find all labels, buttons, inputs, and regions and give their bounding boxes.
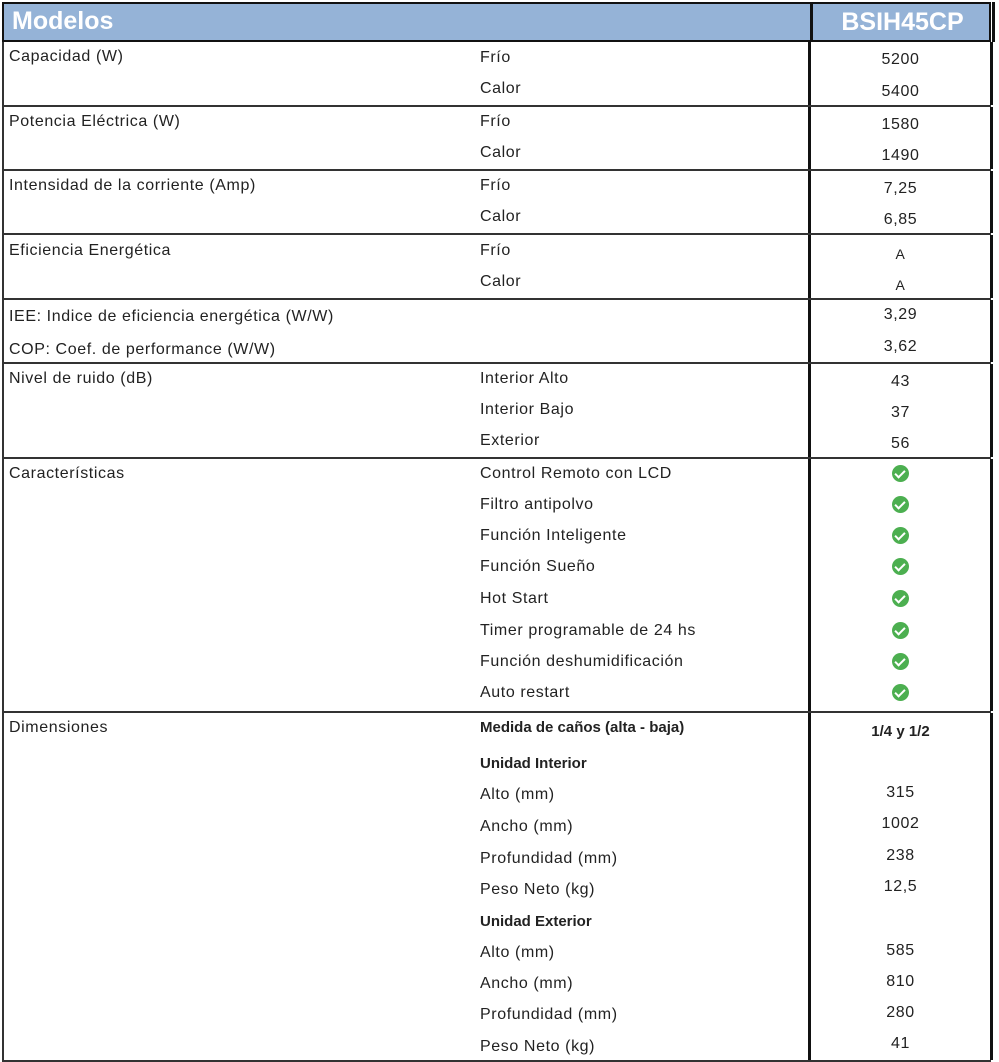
- row-value: 5200: [881, 51, 920, 68]
- feature-label: Función deshumidificación: [480, 653, 684, 670]
- section-label: Capacidad (W): [9, 48, 124, 65]
- check-circle-icon: [892, 465, 909, 482]
- header-models-label: Modelos: [12, 7, 114, 35]
- spec-table: [2, 2, 991, 1062]
- section-capacidad: [2, 42, 991, 107]
- section-eficiencia: [2, 235, 991, 300]
- check-circle-icon: [892, 590, 909, 607]
- row-value: 810: [886, 973, 915, 990]
- row-value: 43: [891, 373, 910, 390]
- check-circle-icon: [892, 558, 909, 575]
- feature-check: [811, 622, 990, 640]
- row-value: 238: [886, 847, 915, 864]
- row-sub: Frío: [480, 113, 511, 130]
- check-circle-icon: [892, 622, 909, 639]
- row-value: 12,5: [883, 878, 918, 895]
- section-dimensiones: [2, 713, 991, 1062]
- row-sub: Alto (mm): [480, 944, 555, 961]
- row-value: 315: [886, 784, 915, 801]
- check-circle-icon: [892, 527, 909, 544]
- row-sub: Peso Neto (kg): [480, 1038, 596, 1055]
- feature-check: [811, 527, 990, 545]
- feature-check: [811, 653, 990, 671]
- section-ruido: [2, 364, 991, 459]
- check-circle-icon: [892, 684, 909, 701]
- row-sub: Exterior: [480, 432, 540, 449]
- row-sub: Frío: [480, 242, 511, 259]
- row-sub: Frío: [480, 49, 511, 66]
- section-intensidad: [2, 171, 991, 235]
- section-label: Potencia Eléctrica (W): [9, 113, 181, 130]
- feature-label: Filtro antipolvo: [480, 496, 594, 513]
- section-label: Nivel de ruido (dB): [9, 370, 153, 387]
- row-sub: Ancho (mm): [480, 818, 574, 835]
- row-value: 41: [891, 1035, 910, 1052]
- row-value: 1580: [881, 116, 920, 133]
- feature-label: Función Sueño: [480, 558, 596, 575]
- header-model-code: BSIH45CP: [810, 2, 995, 42]
- row-sub: Frío: [480, 177, 511, 194]
- feature-label: Control Remoto con LCD: [480, 465, 672, 482]
- feature-label: Función Inteligente: [480, 527, 627, 544]
- row-value: 5400: [881, 83, 920, 100]
- row-value: 1490: [881, 147, 920, 164]
- row-sub: Alto (mm): [480, 786, 555, 803]
- section-label: Eficiencia Energética: [9, 242, 172, 259]
- row-value: A: [895, 277, 906, 293]
- row-value: 56: [891, 435, 910, 452]
- feature-label: Timer programable de 24 hs: [480, 622, 696, 639]
- feature-check: [811, 496, 990, 514]
- section-iee-cop: [2, 300, 991, 364]
- row-sub: Interior Bajo: [480, 401, 575, 418]
- row-sub: Interior Alto: [480, 370, 569, 387]
- row-sub: Profundidad (mm): [480, 850, 618, 867]
- row-sub: Calor: [480, 208, 522, 225]
- row-value: 3,62: [883, 338, 918, 355]
- row-value: 3,29: [883, 306, 918, 323]
- feature-label: Hot Start: [480, 590, 549, 607]
- check-circle-icon: [892, 653, 909, 670]
- table-header: [2, 2, 991, 42]
- section-caracteristicas: [2, 459, 991, 713]
- row-sub: Calor: [480, 273, 522, 290]
- section-potencia: [2, 107, 991, 171]
- feature-label: Auto restart: [480, 684, 570, 701]
- row-value: 280: [886, 1004, 915, 1021]
- feature-check: [811, 684, 990, 702]
- row-sub: Peso Neto (kg): [480, 881, 596, 898]
- feature-check: [811, 558, 990, 576]
- row-value: 6,85: [883, 211, 918, 228]
- row-label: COP: Coef. de performance (W/W): [9, 341, 276, 358]
- section-label: Características: [9, 465, 125, 482]
- row-value: A: [895, 246, 906, 262]
- row-value: 585: [886, 942, 915, 959]
- pipe-size-value: 1/4 y 1/2: [871, 723, 930, 740]
- row-value: 7,25: [883, 180, 918, 197]
- pipe-size-label: Medida de caños (alta - baja): [480, 719, 685, 736]
- section-label: Intensidad de la corriente (Amp): [9, 177, 256, 194]
- row-value: 37: [891, 404, 910, 421]
- row-value: 1002: [881, 815, 920, 832]
- row-sub: Ancho (mm): [480, 975, 574, 992]
- outdoor-unit-heading: Unidad Exterior: [480, 913, 592, 930]
- row-sub: Profundidad (mm): [480, 1006, 618, 1023]
- row-sub: Calor: [480, 80, 522, 97]
- feature-check: [811, 465, 990, 483]
- row-sub: Calor: [480, 144, 522, 161]
- indoor-unit-heading: Unidad Interior: [480, 755, 587, 772]
- row-label: IEE: Indice de eficiencia energética (W/W): [9, 308, 334, 325]
- check-circle-icon: [892, 496, 909, 513]
- section-label: Dimensiones: [9, 719, 109, 736]
- feature-check: [811, 590, 990, 608]
